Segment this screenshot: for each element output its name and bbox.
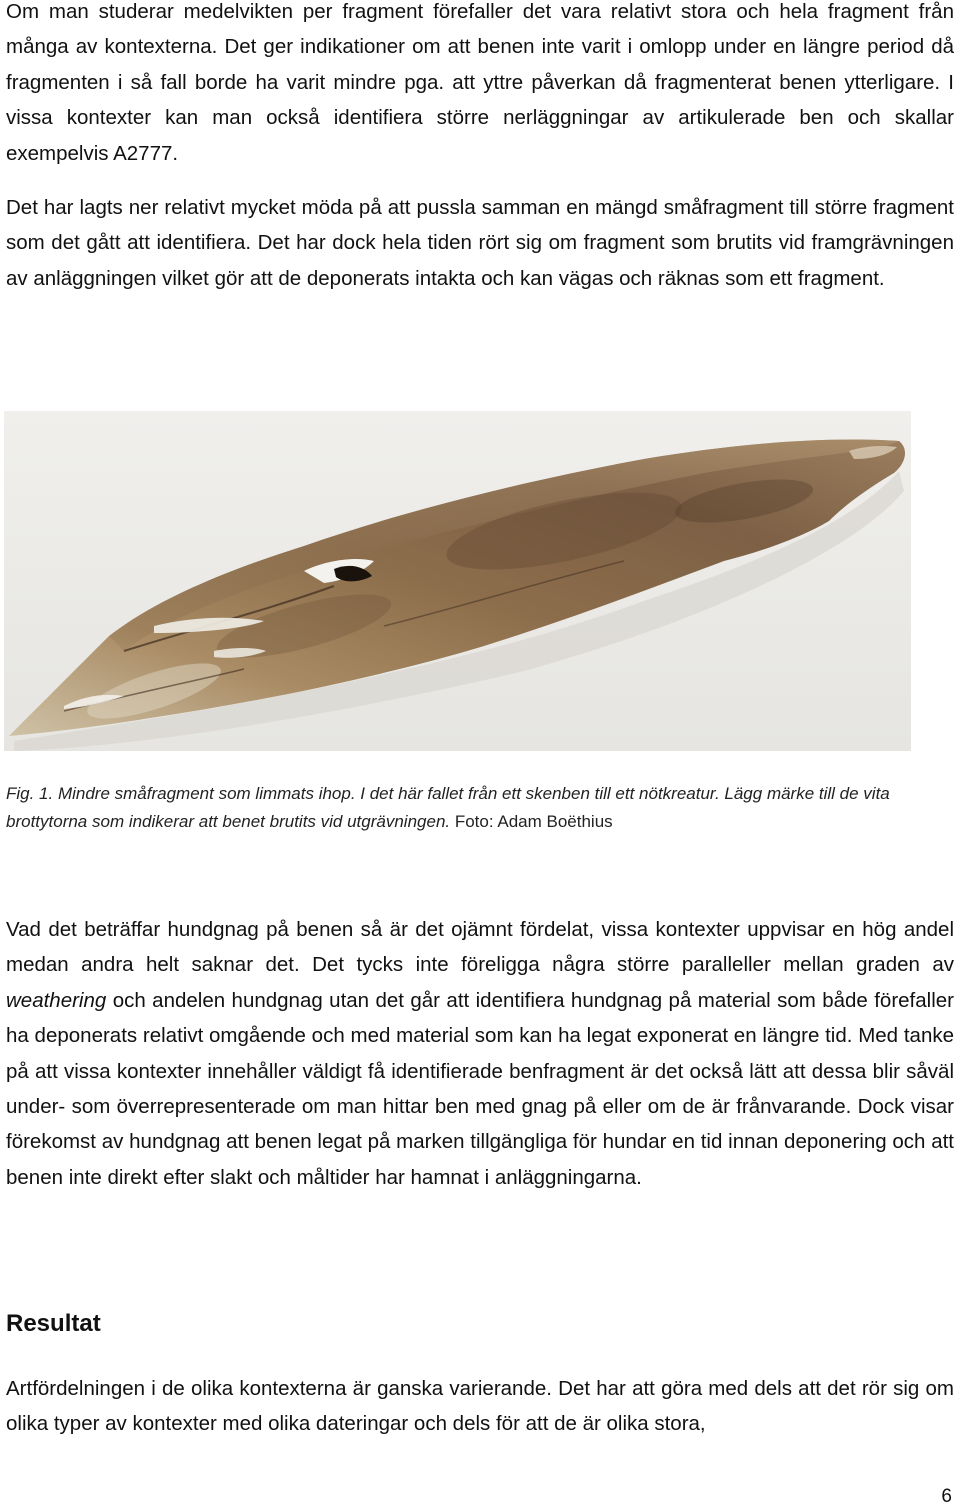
paragraph-species-distribution: Artfördelningen i de olika kontexterna är ganska varierande. Det har att göra med dels att det rör sig om olika typer av kontexter med olika dateringar och dels för att de är olika stora, bbox=[6, 1377, 954, 1436]
bone-fragment-illustration bbox=[4, 411, 911, 751]
paragraph-fragment-assembly: Det har lagts ner relativt mycket möda på att pussla samman en mängd småfragment till större fragment som det gått att identifiera. Det har dock hela tiden rört sig om fragment som brutits vid framgrävningen av anläggningen vilket gör att de deponerats intakta och kan vägas och räknas som ett fragment. bbox=[6, 196, 954, 290]
photo-credit: Foto: Adam Boëthius bbox=[450, 812, 613, 831]
paragraph-dog-gnawing-part2: och andelen hundgnag utan det går att identifiera hundgnag på material som både förefaller ha deponerats relativt omgående och med material som kan ha legat exponerat en längre tid. Med tanke på att vissa kontexter innehåller väldigt få identifierade benfragment är det också lätt att dessa blir såväl under- som överrepresenterade om man hittar ben med gnag på eller om de är frånvarande. Dock visar förekomst av hundgnag att benen legat på marken tillgängliga för hundar en tid innan deponering och att benen inte direkt efter slakt och måltider har hamnat i anläggningarna. bbox=[6, 988, 954, 1189]
paragraph-dog-gnawing-part1: Vad det beträffar hundgnag på benen så är det ojämnt fördelat, vissa kontexter uppvisar en hög andel medan andra helt saknar det. Det tycks inte föreligga några större paralleller mellan graden av bbox=[6, 918, 954, 977]
bone-fragment-photo bbox=[4, 411, 911, 751]
page-number: 6 bbox=[941, 1486, 952, 1507]
figure-caption bbox=[6, 780, 956, 836]
paragraph-dog-gnawing bbox=[6, 912, 954, 1195]
section-heading-resultat: Resultat bbox=[6, 1310, 101, 1337]
weathering-term: weathering bbox=[6, 988, 107, 1012]
paragraph-fragment-weight: Om man studerar medelvikten per fragment förefaller det vara relativt stora och hela fragment från många av kontexterna. Det ger indikationer om att benen inte varit i omlopp under en längre period då fragmenten i så fall borde ha varit mindre pga. att yttre påverkan då fragmenterat benen ytterligare. I vissa kontexter kan man också identifiera större nerläggningar av artikulerade ben och skallar exempelvis A2777. bbox=[6, 0, 954, 165]
figure-caption-text: Fig. 1. Mindre småfragment som limmats ihop. I det här fallet från ett skenben till ett nötkreatur. Lägg märke till de vita brottytorna som indikerar att benet brutits vid utgrävningen. bbox=[6, 784, 890, 831]
